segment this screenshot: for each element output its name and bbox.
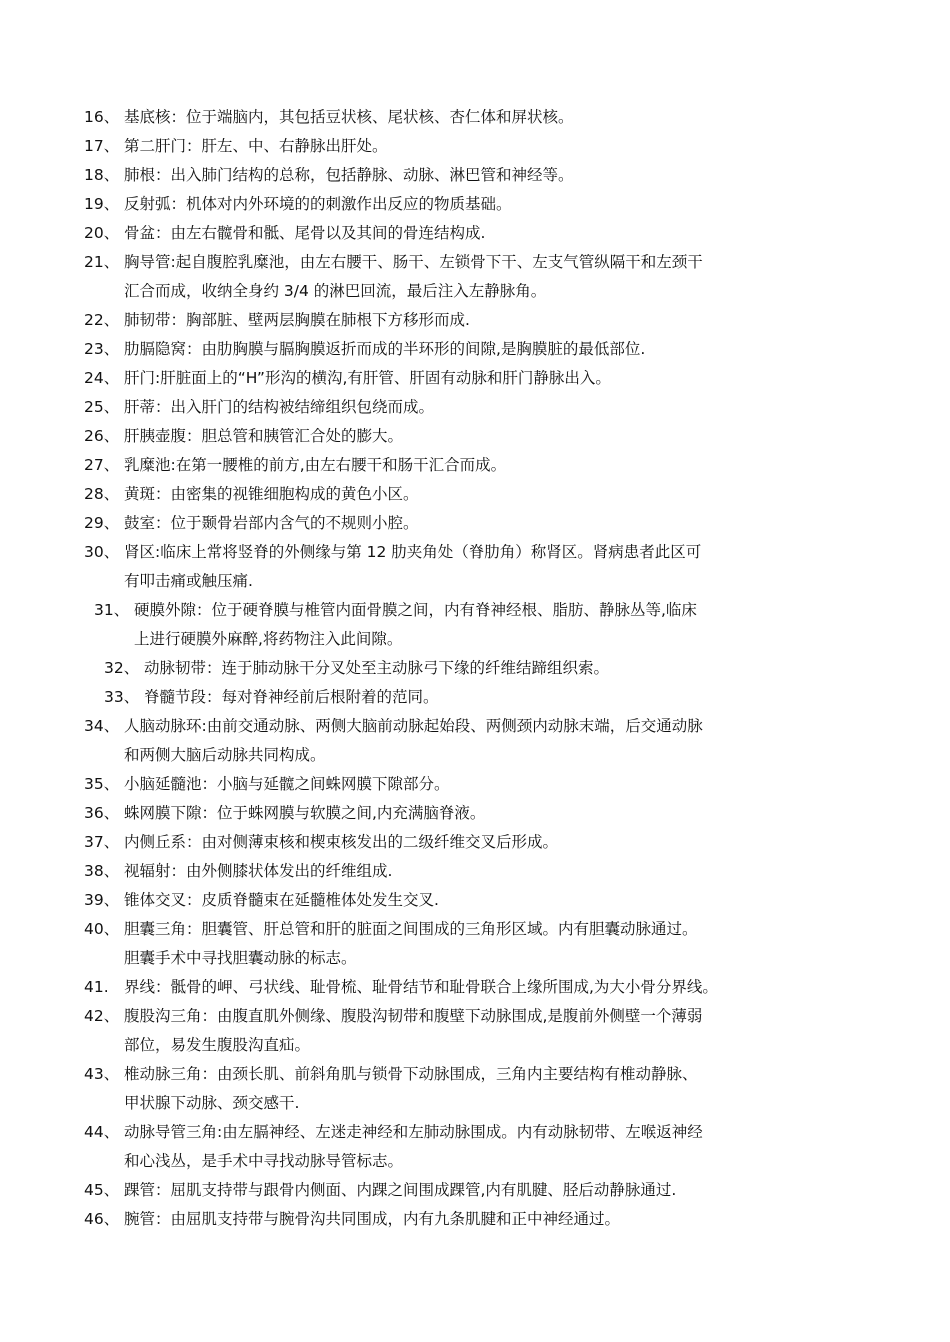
item-line: 肝胰壶腹：胆总管和胰管汇合处的膨大。 xyxy=(124,427,404,445)
definition-item xyxy=(94,596,697,654)
item-text xyxy=(124,712,703,770)
item-line: 视辐射：由外侧膝状体发出的纤维组成. xyxy=(124,862,393,880)
item-line: 小脑延髓池：小脑与延髋之间蛛网膜下隙部分。 xyxy=(124,775,450,793)
item-line: 鼓室：位于颞骨岩部内含气的不规则小腔。 xyxy=(124,514,419,532)
item-text xyxy=(124,1060,698,1118)
item-line: 肾区:临床上常将竖脊的外侧缘与第 12 肋夹角处（脊肋角）称肾区。肾病患者此区可 xyxy=(124,543,702,561)
definition-item xyxy=(84,161,574,190)
item-line: 第二肝门：肝左、中、右静脉出肝处。 xyxy=(124,137,388,155)
definition-item xyxy=(84,132,388,161)
item-text xyxy=(124,219,485,248)
item-text xyxy=(144,683,439,712)
item-text xyxy=(124,132,388,161)
item-line: 肺根：出入肺门结构的总称，包括静脉、动脉、淋巴管和神经等。 xyxy=(124,166,574,184)
item-continuation-line: 汇合而成，收纳全身约 3/4 的淋巴回流，最后注入左静脉角。 xyxy=(124,282,547,300)
definition-item xyxy=(84,335,645,364)
item-number: 43、 xyxy=(84,1065,120,1083)
item-line: 踝管：屈肌支持带与跟骨内侧面、内踝之间围成踝管,内有肌腱、胫后动静脉通过. xyxy=(124,1181,677,1199)
item-text xyxy=(134,596,697,654)
item-number: 32、 xyxy=(104,659,140,677)
item-number: 35、 xyxy=(84,775,120,793)
definition-item xyxy=(84,538,701,596)
item-text xyxy=(124,770,450,799)
definition-item xyxy=(104,654,609,683)
item-line: 胸导管:起自腹腔乳糜池，由左右腰干、肠干、左锁骨下干、左支气管纵隔干和左颈干 xyxy=(124,253,703,271)
item-continuation-line: 上进行硬膜外麻醉,将药物注入此间隙。 xyxy=(134,630,403,648)
item-text xyxy=(124,422,403,451)
item-line: 胆囊三角：胆囊管、肝总管和肝的脏面之间围成的三角形区域。内有胆囊动脉通过。 xyxy=(124,920,698,938)
definition-item xyxy=(84,306,470,335)
item-line: 黄斑：由密集的视锥细胞构成的黄色小区。 xyxy=(124,485,419,503)
item-line: 动脉韧带：连于肺动脉干分叉处至主动脉弓下缘的纤维结蹄组织索。 xyxy=(144,659,610,677)
item-text xyxy=(124,857,392,886)
item-text xyxy=(124,886,439,915)
definition-item xyxy=(84,190,512,219)
item-line: 腹股沟三角：由腹直肌外侧缘、腹股沟韧带和腹壁下动脉围成,是腹前外侧壁一个薄弱 xyxy=(124,1007,703,1025)
item-text xyxy=(124,538,701,596)
item-line: 界线：骶骨的岬、弓状线、耻骨梳、耻骨结节和耻骨联合上缘所围成,为大小骨分界线。 xyxy=(124,978,718,996)
item-continuation-line: 甲状腺下动脉、颈交感干. xyxy=(124,1094,300,1112)
item-number: 17、 xyxy=(84,137,120,155)
item-number: 38、 xyxy=(84,862,120,880)
definition-item xyxy=(104,683,439,712)
definition-item xyxy=(84,973,718,1002)
definition-item xyxy=(84,915,698,973)
item-continuation-line: 有叩击痛或触压痛. xyxy=(124,572,253,590)
item-number: 44、 xyxy=(84,1123,120,1141)
item-text xyxy=(124,1118,703,1176)
item-number: 24、 xyxy=(84,369,120,387)
definition-item xyxy=(84,1002,702,1060)
item-number: 27、 xyxy=(84,456,120,474)
item-number: 25、 xyxy=(84,398,120,416)
item-line: 锥体交叉：皮质脊髓束在延髓椎体处发生交叉. xyxy=(124,891,439,909)
item-number: 36、 xyxy=(84,804,120,822)
item-line: 内侧丘系：由对侧薄束核和楔束核发出的二级纤维交叉后形成。 xyxy=(124,833,559,851)
item-continuation-line: 胆囊手术中寻找胆囊动脉的标志。 xyxy=(124,949,357,967)
item-number: 42、 xyxy=(84,1007,120,1025)
item-line: 基底核：位于端脑内，其包括豆状核、尾状核、杏仁体和屏状核。 xyxy=(124,108,574,126)
definition-item xyxy=(84,1060,698,1118)
item-line: 骨盆：由左右髋骨和骶、尾骨以及其间的骨连结构成. xyxy=(124,224,486,242)
item-continuation-line: 和两侧大脑后动脉共同构成。 xyxy=(124,746,326,764)
definition-item xyxy=(84,799,485,828)
item-text xyxy=(124,1205,620,1234)
definition-item xyxy=(84,1118,703,1176)
item-continuation-line: 部位，易发生腹股沟直疝。 xyxy=(124,1036,311,1054)
item-text xyxy=(124,480,419,509)
item-line: 硬膜外隙：位于硬脊膜与椎管内面骨膜之间，内有脊神经根、脂肪、静脉丛等,临床 xyxy=(134,601,697,619)
item-number: 21、 xyxy=(84,253,120,271)
item-line: 肺韧带：胸部脏、壁两层胸膜在肺根下方移形而成. xyxy=(124,311,470,329)
item-line: 肋膈隐窝：由肋胸膜与膈胸膜返折而成的半环形的间隙,是胸膜脏的最低部位. xyxy=(124,340,646,358)
item-number: 29、 xyxy=(84,514,120,532)
item-text xyxy=(124,190,512,219)
definition-item xyxy=(84,857,392,886)
item-line: 肝蒂：出入肝门的结构被结缔组织包绕而成。 xyxy=(124,398,435,416)
item-line: 反射弧：机体对内外环境的的刺激作出反应的物质基础。 xyxy=(124,195,512,213)
item-text xyxy=(124,1176,676,1205)
item-text xyxy=(124,306,470,335)
item-number: 39、 xyxy=(84,891,120,909)
item-text xyxy=(124,828,558,857)
item-number: 41. xyxy=(84,978,109,996)
item-text xyxy=(124,103,574,132)
definition-item xyxy=(84,103,574,132)
item-number: 40、 xyxy=(84,920,120,938)
item-line: 人脑动脉环:由前交通动脉、两侧大脑前动脉起始段、两侧颈内动脉末端，后交通动脉 xyxy=(124,717,703,735)
definition-item xyxy=(84,509,419,538)
definition-item xyxy=(84,1205,620,1234)
item-text xyxy=(124,248,703,306)
definition-item xyxy=(84,422,403,451)
item-number: 19、 xyxy=(84,195,120,213)
definition-item xyxy=(84,1176,676,1205)
item-number: 46、 xyxy=(84,1210,120,1228)
item-line: 乳糜池:在第一腰椎的前方,由左右腰干和肠干汇合而成。 xyxy=(124,456,507,474)
item-number: 22、 xyxy=(84,311,120,329)
item-text xyxy=(124,1002,702,1060)
item-text xyxy=(124,364,611,393)
item-text xyxy=(124,451,506,480)
item-line: 脊髓节段：每对脊神经前后根附着的范同。 xyxy=(144,688,439,706)
item-line: 蛛网膜下隙：位于蛛网膜与软膜之间,内充满脑脊液。 xyxy=(124,804,486,822)
item-number: 28、 xyxy=(84,485,120,503)
definition-item xyxy=(84,712,703,770)
item-continuation-line: 和心浅丛，是手术中寻找动脉导管标志。 xyxy=(124,1152,404,1170)
item-text xyxy=(124,799,485,828)
definition-item xyxy=(84,886,439,915)
item-number: 33、 xyxy=(104,688,140,706)
item-text xyxy=(124,509,419,538)
item-number: 30、 xyxy=(84,543,120,561)
definition-item xyxy=(84,480,419,509)
item-number: 20、 xyxy=(84,224,120,242)
item-number: 37、 xyxy=(84,833,120,851)
item-text xyxy=(124,161,574,190)
item-line: 肝门:肝脏面上的“H”形沟的横沟,有肝管、肝固有动脉和肝门静脉出入。 xyxy=(124,369,611,387)
definition-item xyxy=(84,219,485,248)
item-number: 31、 xyxy=(94,601,130,619)
item-text xyxy=(124,335,645,364)
item-number: 26、 xyxy=(84,427,120,445)
item-text xyxy=(124,973,718,1002)
item-number: 16、 xyxy=(84,108,120,126)
item-text xyxy=(144,654,609,683)
definition-item xyxy=(84,364,611,393)
item-text xyxy=(124,393,434,422)
item-number: 34、 xyxy=(84,717,120,735)
definition-item xyxy=(84,248,703,306)
definition-item xyxy=(84,451,506,480)
item-text xyxy=(124,915,698,973)
definition-item xyxy=(84,828,558,857)
item-line: 椎动脉三角：由颈长肌、前斜角肌与锁骨下动脉围成，三角内主要结构有椎动静脉、 xyxy=(124,1065,698,1083)
definition-item xyxy=(84,393,434,422)
item-number: 18、 xyxy=(84,166,120,184)
item-line: 腕管：由屈肌支持带与腕骨沟共同围成，内有九条肌腱和正中神经通过。 xyxy=(124,1210,621,1228)
item-line: 动脉导管三角:由左膈神经、左迷走神经和左肺动脉围成。内有动脉韧带、左喉返神经 xyxy=(124,1123,703,1141)
definition-item xyxy=(84,770,450,799)
item-number: 23、 xyxy=(84,340,120,358)
item-number: 45、 xyxy=(84,1181,120,1199)
